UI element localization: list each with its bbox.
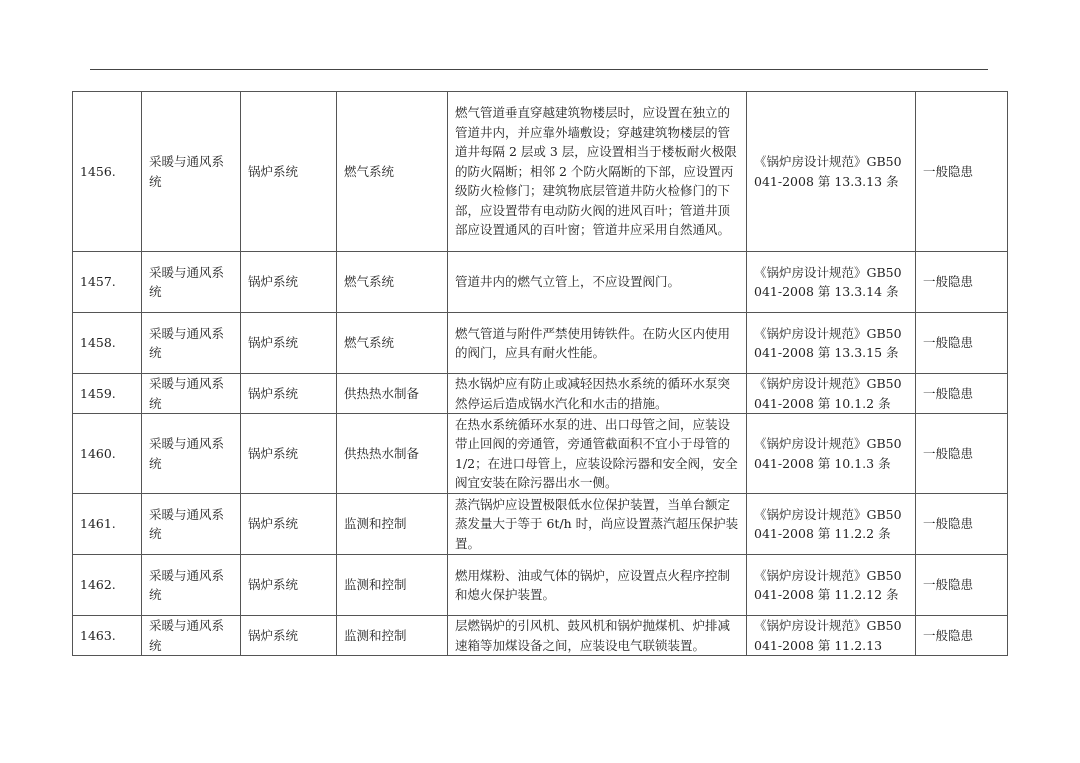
table-row	[73, 313, 1008, 374]
row-number: 1456.	[73, 92, 142, 252]
level-cell: 一般隐患	[916, 374, 1008, 414]
system-cell: 锅炉系统	[241, 313, 337, 374]
basis-cell: 《锅炉房设计规范》GB50041-2008 第 11.2.2 条	[747, 494, 916, 555]
subsystem-cell: 燃气系统	[337, 252, 448, 313]
table-row	[73, 616, 1008, 656]
subsystem-cell: 供热热水制备	[337, 414, 448, 494]
category-cell: 采暖与通风系统	[142, 374, 241, 414]
level-cell: 一般隐患	[916, 313, 1008, 374]
category-cell: 采暖与通风系统	[142, 313, 241, 374]
requirement-cell: 热水锅炉应有防止或减轻因热水系统的循环水泵突然停运后造成锅水汽化和水击的措施。	[448, 374, 747, 414]
basis-cell: 《锅炉房设计规范》GB50041-2008 第 13.3.13 条	[747, 92, 916, 252]
subsystem-cell: 监测和控制	[337, 494, 448, 555]
system-cell: 锅炉系统	[241, 252, 337, 313]
system-cell: 锅炉系统	[241, 555, 337, 616]
requirement-cell: 蒸汽锅炉应设置极限低水位保护装置，当单台额定蒸发量大于等于 6t/h 时，尚应设置蒸汽超压保护装置。	[448, 494, 747, 555]
table-row	[73, 494, 1008, 555]
requirement-cell: 燃气管道与附件严禁使用铸铁件。在防火区内使用的阀门，应具有耐火性能。	[448, 313, 747, 374]
row-number: 1460.	[73, 414, 142, 494]
basis-cell: 《锅炉房设计规范》GB50041-2008 第 11.2.13	[747, 616, 916, 656]
category-cell: 采暖与通风系统	[142, 494, 241, 555]
level-cell: 一般隐患	[916, 494, 1008, 555]
system-cell: 锅炉系统	[241, 92, 337, 252]
subsystem-cell: 燃气系统	[337, 92, 448, 252]
header-rule	[90, 69, 988, 70]
system-cell: 锅炉系统	[241, 374, 337, 414]
subsystem-cell: 监测和控制	[337, 555, 448, 616]
row-number: 1462.	[73, 555, 142, 616]
subsystem-cell: 燃气系统	[337, 313, 448, 374]
category-cell: 采暖与通风系统	[142, 616, 241, 656]
level-cell: 一般隐患	[916, 252, 1008, 313]
basis-cell: 《锅炉房设计规范》GB50041-2008 第 10.1.3 条	[747, 414, 916, 494]
requirement-cell: 层燃锅炉的引风机、鼓风机和锅炉抛煤机、炉排减速箱等加煤设备之间，应装设电气联锁装置。	[448, 616, 747, 656]
row-number: 1461.	[73, 494, 142, 555]
requirement-cell: 管道井内的燃气立管上，不应设置阀门。	[448, 252, 747, 313]
basis-cell: 《锅炉房设计规范》GB50041-2008 第 13.3.15 条	[747, 313, 916, 374]
hazard-table	[72, 91, 1008, 656]
basis-cell: 《锅炉房设计规范》GB50041-2008 第 13.3.14 条	[747, 252, 916, 313]
table-row	[73, 374, 1008, 414]
table-row	[73, 555, 1008, 616]
category-cell: 采暖与通风系统	[142, 252, 241, 313]
basis-cell: 《锅炉房设计规范》GB50041-2008 第 11.2.12 条	[747, 555, 916, 616]
row-number: 1463.	[73, 616, 142, 656]
requirement-cell: 燃用煤粉、油或气体的锅炉，应设置点火程序控制和熄火保护装置。	[448, 555, 747, 616]
category-cell: 采暖与通风系统	[142, 92, 241, 252]
category-cell: 采暖与通风系统	[142, 555, 241, 616]
level-cell: 一般隐患	[916, 414, 1008, 494]
subsystem-cell: 监测和控制	[337, 616, 448, 656]
category-cell: 采暖与通风系统	[142, 414, 241, 494]
level-cell: 一般隐患	[916, 92, 1008, 252]
row-number: 1457.	[73, 252, 142, 313]
subsystem-cell: 供热热水制备	[337, 374, 448, 414]
table-row	[73, 252, 1008, 313]
table-row	[73, 92, 1008, 252]
level-cell: 一般隐患	[916, 616, 1008, 656]
system-cell: 锅炉系统	[241, 414, 337, 494]
requirement-cell: 燃气管道垂直穿越建筑物楼层时，应设置在独立的管道井内，并应靠外墙敷设；穿越建筑物楼层的管道井每隔 2 层或 3 层，应设置相当于楼板耐火极限的防火隔断；相邻 2 个防火隔断的下部，应设置丙级防火检修门；建筑物底层管道井防火检修门的下部，应设置带有电动防火阀的进风百叶；管道井顶部应设置通风的百叶窗；管道井应采用自然通风。	[448, 92, 747, 252]
row-number: 1458.	[73, 313, 142, 374]
row-number: 1459.	[73, 374, 142, 414]
system-cell: 锅炉系统	[241, 616, 337, 656]
level-cell: 一般隐患	[916, 555, 1008, 616]
table-row	[73, 414, 1008, 494]
requirement-cell: 在热水系统循环水泵的进、出口母管之间，应装设带止回阀的旁通管，旁通管截面积不宜小于母管的 1/2；在进口母管上，应装设除污器和安全阀，安全阀宜安装在除污器出水一侧。	[448, 414, 747, 494]
basis-cell: 《锅炉房设计规范》GB50041-2008 第 10.1.2 条	[747, 374, 916, 414]
system-cell: 锅炉系统	[241, 494, 337, 555]
